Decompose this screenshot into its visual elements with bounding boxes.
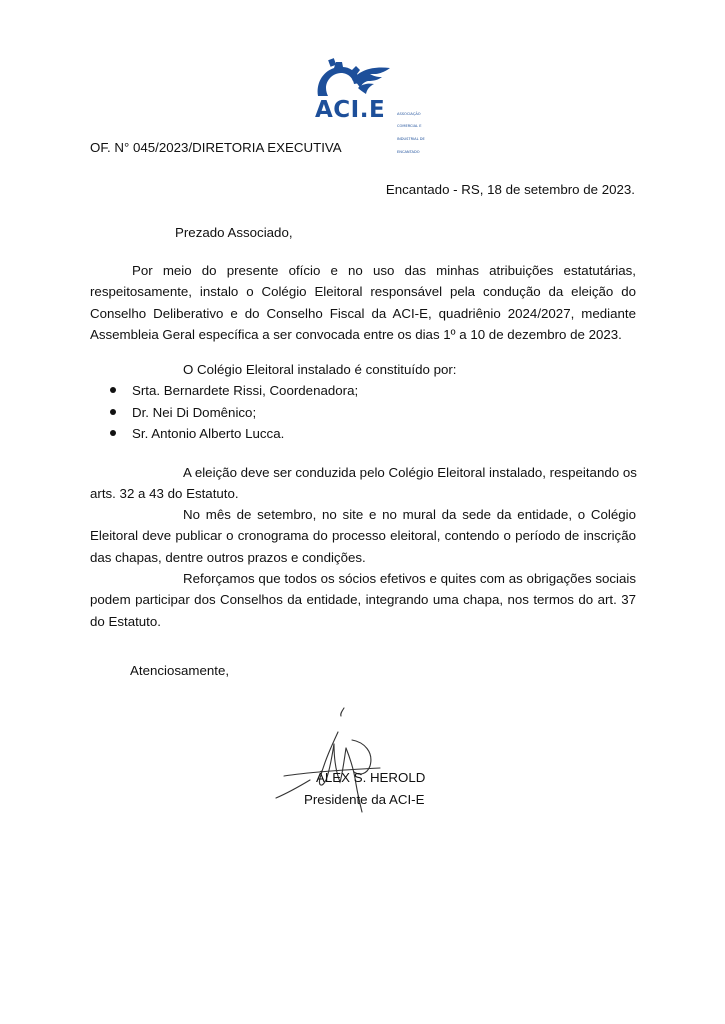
bullet-icon [110,409,116,415]
date-line: Encantado - RS, 18 de setembro de 2023. [385,182,635,197]
document-reference: OF. N° 045/2023/DIRETORIA EXECUTIVA [90,140,342,155]
paragraph-installation: Por meio do presente ofício e no uso das minhas atribuições estatutárias, respeitosamente, instalo o Colégio Eleitoral responsável pela condução da eleição do Conselho Deliberativo e do Conselho Fiscal da ACI-E, quadriênio 2024/2027, mediante Assembleia Geral específica a ser convocada entre os dias 1º a 10 de dezembro de 2023. [90,263,636,342]
bullet-icon [110,387,116,393]
list-item: Srta. Bernardete Rissi, Coordenadora; [108,380,358,402]
paragraph-participation: Reforçamos que todos os sócios efetivos e quites com as obrigações sociais podem participar dos Conselhos da entidade, integrando uma chapa, nos termos do art. 37 do Estatuto. [90,571,636,629]
bullet-icon [110,430,116,436]
signatory-title: Presidente da ACI-E [304,792,425,807]
list-item: Sr. Antonio Alberto Lucca. [108,423,358,445]
logo-subtitle: ASSOCIAÇÃO COMERCIAL E INDUSTRIAL DE ENCANTADO [397,111,425,155]
logo-wordmark: ACI.E [315,97,386,123]
list-item: Dr. Nei Di Domênico; [108,402,358,424]
member-list [108,380,358,445]
closing: Atenciosamente, [130,663,230,678]
paragraph-schedule: No mês de setembro, no site e no mural da sede da entidade, o Colégio Eleitoral deve publicar o cronograma do processo eleitoral, contendo o período de inscrição das chapas, dentre outros prazos e condições. [90,507,636,565]
aci-e-logo [312,58,432,155]
gear-wing-emblem-icon [312,58,392,100]
salutation: Prezado Associado, [175,225,293,240]
list-intro: O Colégio Eleitoral instalado é constituído por: [183,362,457,377]
paragraph-election-conduct: A eleição deve ser conduzida pelo Colégio Eleitoral instalado, respeitando os arts. 32 a 43 do Estatuto. [90,465,637,502]
signatory-name: ÁLEX S. HEROLD [316,770,426,785]
